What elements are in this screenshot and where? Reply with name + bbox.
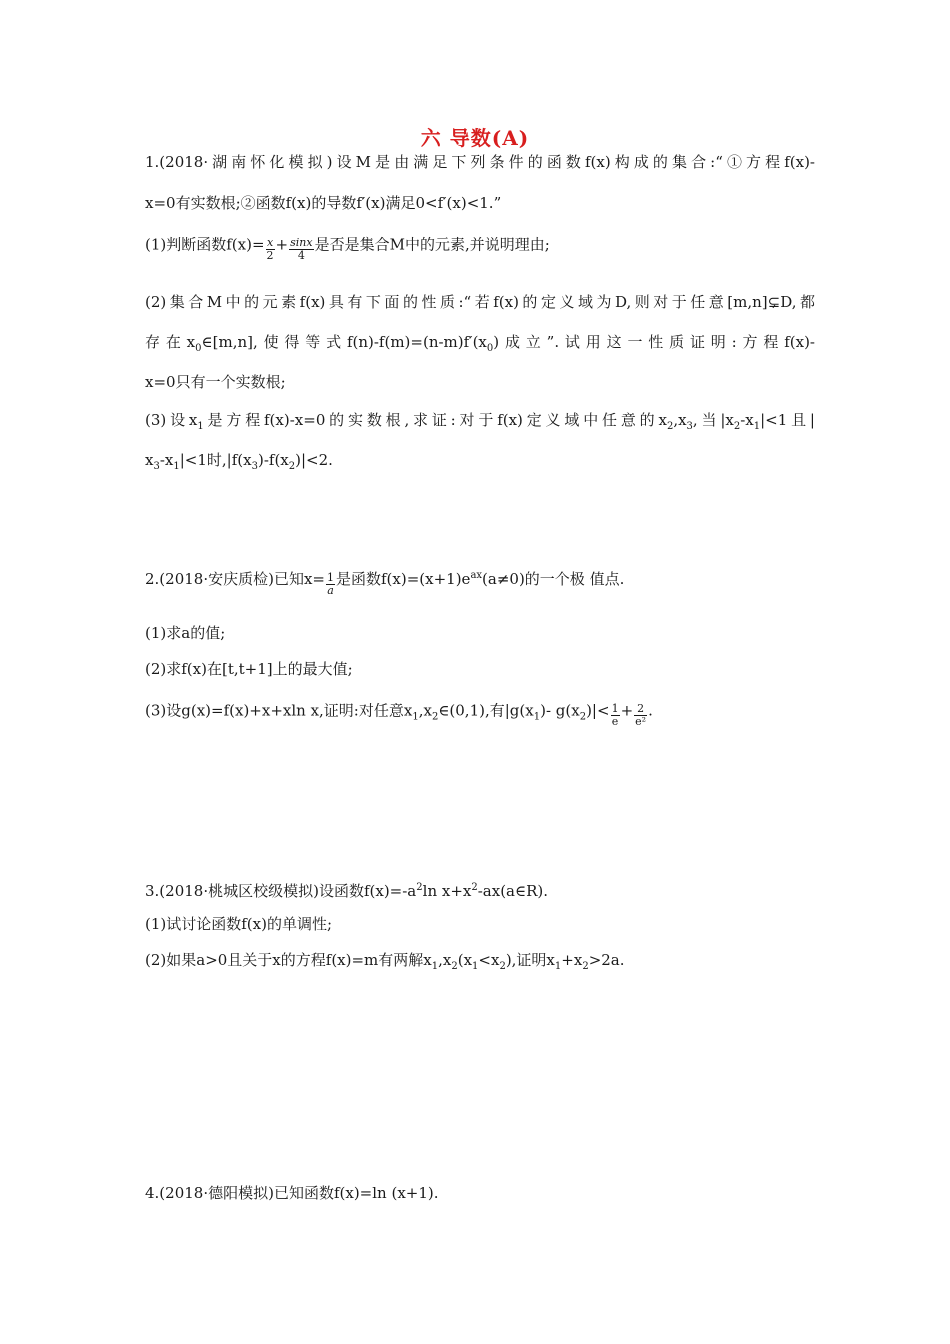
subscript: 3 — [153, 461, 160, 472]
text: + — [620, 701, 634, 720]
q1-part-2-line-3: x=0只有一个实数根; — [145, 373, 286, 391]
subscript: 1 — [753, 421, 761, 432]
text: )成立”.试用这一性质证明:方程f(x)- — [493, 333, 815, 351]
subscript: 2 — [733, 421, 741, 432]
superscript: ax — [470, 570, 483, 581]
numerator: 1 — [327, 570, 334, 584]
subscript: 2 — [582, 961, 589, 972]
text: )|< — [586, 701, 610, 720]
text: ),证明x — [505, 951, 555, 969]
text: 3.(2018·桃城区校级模拟)设函数f(x)=-a — [145, 882, 417, 900]
numerator: sinx — [290, 236, 313, 249]
text: ,x — [438, 951, 452, 969]
subscript: 3 — [251, 461, 258, 472]
q3-line-1 — [145, 878, 815, 901]
text: )|<2. — [295, 451, 333, 469]
text: (2)如果a>0且关于x的方程f(x)=m有两解x — [145, 951, 432, 969]
superscript: 2 — [471, 882, 478, 893]
q1-line-2: x=0有实数根;②函数f(x)的导数f′(x)满足0<f′(x)<1.” — [145, 194, 502, 212]
text: x — [145, 451, 154, 469]
text: ,x — [418, 701, 432, 720]
text: 是函数f(x)=(x+1)e — [336, 570, 471, 588]
text: (3)设g(x)=f(x)+x+xln x,证明:对任意x — [145, 701, 413, 720]
subscript: 2 — [431, 711, 439, 723]
text: |<1时,|f(x — [179, 451, 252, 469]
text: ,当|x — [692, 411, 734, 429]
subscript: 1 — [472, 961, 479, 972]
q2-line-1 — [145, 566, 815, 597]
subscript: 2 — [666, 421, 674, 432]
text: 是方程f(x)-x=0的实数根,求证:对于f(x)定义域中任意的x — [203, 411, 667, 429]
denominator: e² — [635, 715, 647, 728]
subscript: 1 — [412, 711, 419, 723]
subscript: 2 — [451, 961, 458, 972]
subscript: 3 — [686, 421, 693, 432]
fraction — [611, 703, 620, 728]
text: >2a. — [588, 951, 625, 969]
text: <x — [478, 951, 500, 969]
fraction — [266, 237, 275, 262]
subscript: 0 — [195, 343, 202, 354]
text: + — [275, 235, 289, 254]
text: 是否是集合M中的元素,并说明理由; — [314, 235, 550, 254]
q2-part-3 — [145, 699, 815, 728]
text: . — [648, 701, 653, 720]
subscript: 1 — [173, 461, 180, 472]
denominator: 4 — [297, 249, 305, 262]
fraction — [289, 237, 313, 262]
text: -ax(a∈R). — [477, 882, 549, 900]
q1-line-1: 1.(2018·湖南怀化模拟)设M是由满足下列条件的函数f(x)构成的集合:“①方程f(x)- — [145, 153, 815, 171]
text: (x — [457, 951, 473, 969]
q1-part-2-line-2 — [145, 332, 815, 359]
q3-part-2 — [145, 950, 815, 977]
subscript: 2 — [499, 961, 506, 972]
q1-part-3-line-1 — [145, 410, 815, 437]
fraction — [634, 703, 647, 728]
subscript: 0 — [486, 343, 494, 354]
text: 存在x — [145, 333, 196, 351]
numerator: 2 — [634, 703, 647, 716]
fraction — [326, 572, 335, 597]
text: ∈(0,1),有|g(x — [438, 701, 534, 720]
text: +x — [561, 951, 583, 969]
q3-part-1: (1)试讨论函数f(x)的单调性; — [145, 915, 333, 933]
denominator: e — [611, 715, 619, 728]
text: (3)设x — [145, 411, 198, 429]
q1-part-1 — [145, 233, 815, 262]
text: (a≠0)的一个极 值点. — [482, 570, 625, 588]
text: -x — [740, 411, 754, 429]
text: ∈[m,n],使得等式f(n)-f(m)=(n-m)f′(x — [201, 333, 487, 351]
subscript: 1 — [197, 421, 204, 432]
denominator: 2 — [266, 249, 274, 262]
subscript: 1 — [533, 711, 541, 723]
subscript: 1 — [554, 961, 562, 972]
q2-part-1: (1)求a的值; — [145, 624, 226, 642]
subscript: 1 — [431, 961, 439, 972]
text: -x — [159, 451, 174, 469]
text: (1)判断函数f(x)= — [145, 235, 265, 254]
denominator: a — [327, 583, 334, 597]
text: ,x — [673, 411, 687, 429]
q1-part-3-line-2 — [145, 450, 815, 477]
text: ln x+x — [422, 882, 472, 900]
subscript: 2 — [579, 711, 587, 723]
q4-line-1: 4.(2018·德阳模拟)已知函数f(x)=ln (x+1). — [145, 1184, 439, 1202]
text: )- g(x — [540, 701, 580, 720]
superscript: 2 — [416, 882, 423, 893]
q1-part-2-line-1: (2)集合M中的元素f(x)具有下面的性质:“若f(x)的定义域为D,则对于任意[m,n]⊊D,都 — [145, 293, 815, 311]
q2-part-2: (2)求f(x)在[t,t+1]上的最大值; — [145, 660, 353, 678]
page-title: 六 导数(A) — [420, 126, 530, 150]
text: |<1且| — [760, 411, 815, 429]
text: )-f(x — [257, 451, 289, 469]
subscript: 2 — [288, 461, 296, 472]
numerator: 1 — [611, 702, 619, 715]
numerator: x — [266, 236, 274, 249]
text: 2.(2018·安庆质检)已知x= — [145, 570, 325, 588]
